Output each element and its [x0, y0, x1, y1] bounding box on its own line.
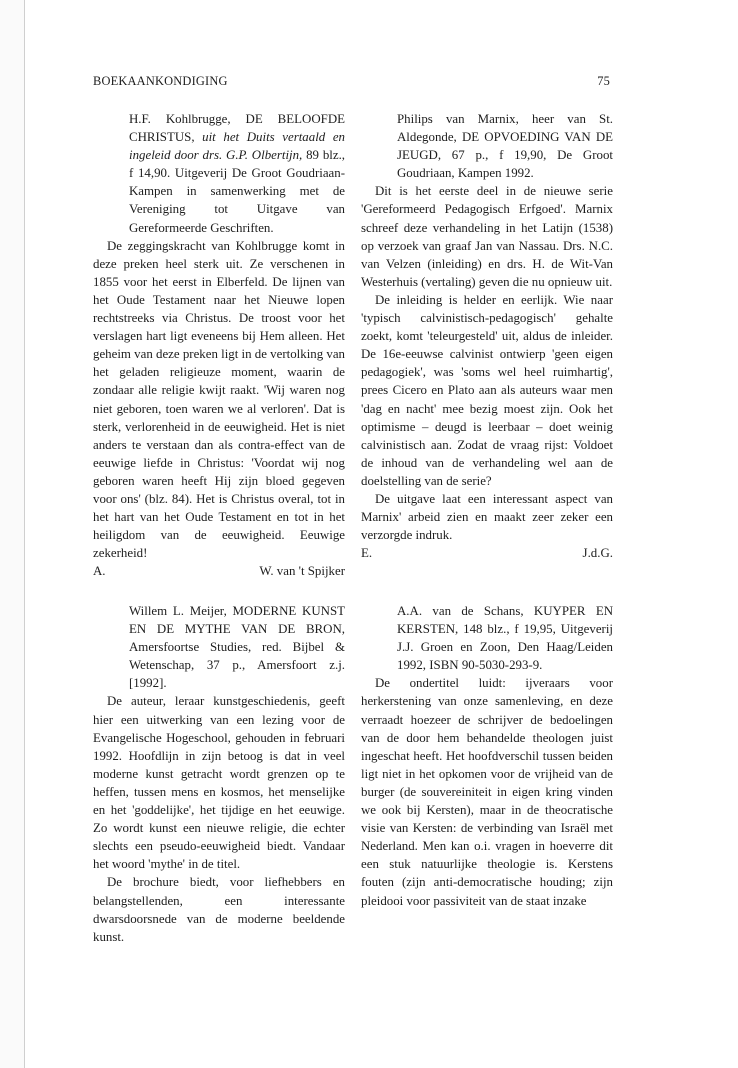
- signature-line: [93, 562, 345, 580]
- reference-text-cont: 89 blz., f 14,90. Uitgeverij De Groot Goudriaan-Kampen in samenwerking met de Vereniging tot Uitgave van Gereformeerde Geschriften.: [129, 148, 346, 235]
- review-meijer: [93, 602, 345, 946]
- signature-line: [361, 544, 613, 562]
- book-reference: Willem L. Meijer, MODERNE KUNST EN DE MYTHE VAN DE BRON, Amersfoortse Studies, red. Bijbel & Wetenschap, 37 p., Amersfoort z.j. [1992].: [129, 604, 345, 691]
- reference-text: H.F. Kohlbrugge, DE BELOOFDE CHRISTUS,: [129, 112, 345, 145]
- book-reference: Philips van Marnix, heer van St. Aldegonde, DE OPVOEDING VAN DE JEUGD, 67 p., f 19,90, De Groot Goudriaan, Kampen 1992.: [397, 112, 613, 181]
- review-schans: [361, 602, 613, 910]
- review-paragraph: De ondertitel luidt: ijveraars voor herkerstening van onze samenleving, en deze verraadt hoezeer de schrijver de bedoelingen van de door hem behandelde theologen juist ingeschat heeft. Het hoofdverschil tussen beiden ligt niet in het opkomen voor de vrijheid van de burger (de souvereiniteit in eigen kring vinden we ook bij Kersten), maar in de theocratische visie van Kersten: de verbinding van Israël met Nederland. Men kan o.i. vragen in hoeverre dit een stuk natuurlijke theologie is. Kerstens fouten (zijn anti-democratische houding; zijn pleidooi voor passiviteit van de staat inzake: [361, 676, 613, 908]
- review-marnix: [361, 110, 613, 562]
- signature-initial: E.: [361, 546, 373, 561]
- review-kohlbrugge: [93, 110, 345, 580]
- page-binding-edge: [0, 0, 25, 1068]
- review-paragraph: De uitgave laat een interessant aspect van Marnix' arbeid zien en maakt zeer zeker een verzorgde indruk.: [361, 491, 613, 543]
- book-reference: [129, 110, 345, 237]
- page-number: 75: [597, 74, 610, 88]
- signature-author: J.d.G.: [582, 546, 613, 561]
- book-reference: A.A. van de Schans, KUYPER EN KERSTEN, 148 blz., f 19,95, Uitgeverij J.J. Groen en Zoon, Den Haag/Leiden 1992, ISBN 90-5030-293-9.: [397, 604, 613, 673]
- section-title: BOEKAANKONDIGING: [93, 74, 228, 88]
- signature-initial: A.: [93, 564, 106, 579]
- review-paragraph: De brochure biedt, voor liefhebbers en belangstellenden, een interessante dwarsdoorsnede van de moderne beeldende kunst.: [93, 875, 345, 944]
- signature-author: W. van 't Spijker: [259, 564, 345, 579]
- review-paragraph: Dit is het eerste deel in de nieuwe serie 'Gereformeerd Pedagogisch Erfgoed'. Marnix schreef deze verhandeling in het Latijn (1538) op verzoek van graaf Jan van Nassau. Drs. N.C. van Velzen (inleiding) en drs. H. de Wit-Van Westerhuis (vertaling) geven die nu opnieuw uit.: [361, 184, 613, 289]
- review-paragraph: De auteur, leraar kunstgeschiedenis, geeft hier een uitwerking van een lezing voor de Evangelische Hogeschool, gehouden in februari 1992. Hoofdlijn in zijn betoog is dat in veel moderne kunst getracht wordt grenzen op te heffen, tussen mens en kosmos, het menselijke en het 'goddelijke', het tijdige en het eeuwige. Zo wordt kunst een nieuwe religie, die echter slechts een pseudo-eeuwigheid biedt. Vandaar het woord 'mythe' in de titel.: [93, 694, 345, 872]
- review-body: De zeggingskracht van Kohlbrugge komt in deze preken heel sterk uit. Ze verschenen in 1855 voor het eerst in Elberfeld. De lijnen van het Oude Testament naar het Nieuwe lopen rechtstreeks via Christus. De troost voor het verslagen hart ligt eveneens bij Hem alleen. Het geheim van deze preken ligt in de vertolking van het geladen religieuze moment, waarin de zondaar alle religie kwijt raakt. 'Wij waren nog niet geboren, toen waren we al verloren'. Dat is sterk, verlorenheid in de eeuwigheid. Het is niet anders te verstaan dan als contra-effect van de eeuwige liefde in Christus: 'Voordat wij nog geboren waren heeft Hij zijn bloed gegeven voor ons' (blz. 84). Het is Christus overal, tot in het hart van het Oude Testament en tot in het heiligdom van de eeuwigheid. Eeuwige zekerheid!: [93, 238, 345, 561]
- review-paragraph: De inleiding is helder en eerlijk. Wie naar 'typisch calvinistisch-pedagogisch' gehalte zoekt, komt 'teleurgesteld' uit, aldus de inleider. De 16e-eeuwse calvinist ontwierp 'geen eigen pedagogiek', was 'soms wel heel ruimhartig', prees Cicero en Plato aan als auteurs waar men 'dag en nacht' mee bezig moest zijn. Ook het optimisme – deugd is leerbaar – doet weinig calvinistisch aan. Zodat de vraag rijst: Voldoet de inhoud van de verhandeling wel aan de doelstelling van de serie?: [361, 292, 613, 488]
- reference-italic: uit het Duits vertaald en ingeleid door drs. G.P. Olbertijn,: [129, 130, 345, 163]
